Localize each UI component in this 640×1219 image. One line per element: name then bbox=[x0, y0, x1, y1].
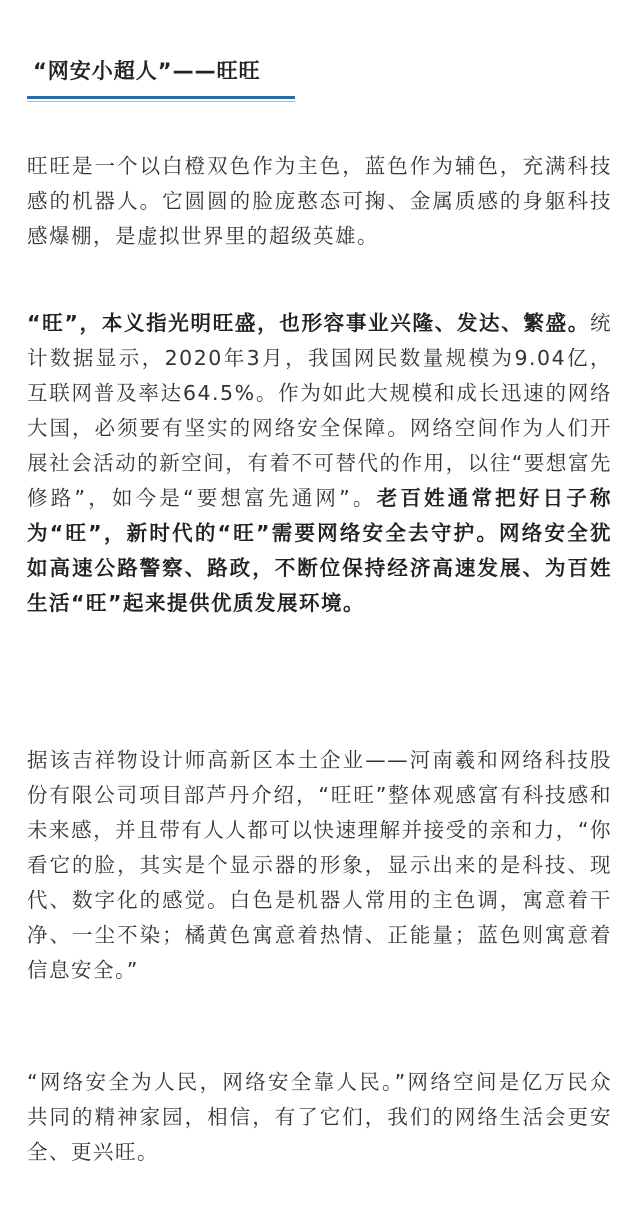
heading-underline bbox=[27, 96, 295, 99]
bold-text-run: “旺”，本义指光明旺盛，也形容事业兴隆、发达、繁盛。 bbox=[27, 311, 590, 335]
bold-text-run: 老百姓通常把好日子称为“旺”，新时代的“旺”需要网络安全去守护。网络安全犹如高速公路警察、路政，不断位保持经济高速发展、为百姓生活“旺”起来提供优质发展环境。 bbox=[27, 486, 612, 615]
paragraph-intro bbox=[27, 149, 612, 254]
section-heading: “网安小超人”——旺旺 bbox=[33, 59, 261, 83]
text-run: 据该吉祥物设计师高新区本土企业——河南羲和网络科技股份有限公司项目部芦丹介绍，“旺旺”整体观感富有科技感和未来感，并且带有人人都可以快速理解并接受的亲和力，“你看它的脸，其实是个显示器的形象，显示出来的是科技、现代、数字化的感觉。白色是机器人常用的主色调，寓意着干净、一尘不染；橘黄色寓意着热情、正能量；蓝色则寓意着信息安全。” bbox=[27, 748, 612, 982]
paragraph-meaning bbox=[27, 306, 612, 621]
paragraph-closing bbox=[27, 1065, 612, 1170]
text-run: 旺旺是一个以白橙双色作为主色，蓝色作为辅色，充满科技感的机器人。它圆圆的脸庞憨态可掬、金属质感的身躯科技感爆棚，是虚拟世界里的超级英雄。 bbox=[27, 154, 612, 248]
section-heading-block bbox=[27, 55, 295, 99]
paragraph-designer-quote bbox=[27, 743, 612, 988]
text-run: 统计数据显示，2020年3月，我国网民数量规模为9.04亿，互联网普及率达64.5%。作为如此大规模和成长迅速的网络大国，必须要有坚实的网络安全保障。网络空间作为人们开展社会活动的新空间，有着不可替代的作用，以往“要想富先修路”，如今是“要想富先通网”。 bbox=[27, 311, 612, 510]
text-run: “网络安全为人民，网络安全靠人民。”网络空间是亿万民众共同的精神家园，相信，有了它们，我们的网络生活会更安全、更兴旺。 bbox=[27, 1070, 612, 1164]
